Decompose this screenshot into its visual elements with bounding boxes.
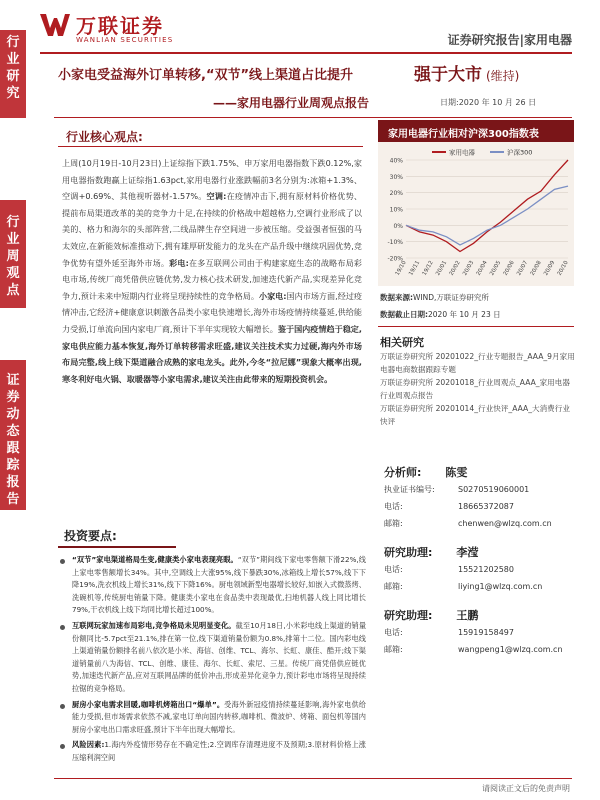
side-tab-industry-research: [0, 30, 26, 118]
chart-x-tick-label: 20/08: [529, 260, 543, 277]
chart-x-tick-label: 19/11: [408, 260, 422, 277]
report-date: 日期:2020 年 10 月 26 日: [440, 98, 537, 107]
chart-series-line-home-appliance: [406, 160, 568, 252]
chart-title: 家用电器行业相对沪深300指数表: [378, 120, 574, 142]
chart-x-tick-label: 20/06: [502, 260, 516, 277]
assistant-title: [384, 607, 478, 623]
related-research-item[interactable]: 万联证券研究所 20201018_行业周观点_AAA_家用电器行业周观点报告: [380, 378, 570, 400]
core-text-conclusion: 鉴于国内疫情趋于稳定,家电供应能力基本恢复,海外订单转移需求旺盛,建议关注技术实力过硬,海内外市场布局完整,线上线下渠道融合成熟的家电龙头。此外,今冬“拉尼娜”现象大概率出现,寒冬利好电火锅、取暖器等小家电需求,建议关注由此带来的短期投资机会。: [62, 323, 362, 384]
chart-x-tick-label: 20/02: [448, 260, 462, 277]
chart-x-tick-label: 20/05: [489, 260, 503, 277]
chart-data-cutoff: [380, 309, 501, 320]
chart-x-tick-label: 20/09: [543, 260, 557, 277]
side-tab-dynamic-tracking: [0, 360, 26, 510]
investment-point-text: [60, 554, 366, 617]
investment-point-text: [60, 620, 366, 696]
chart-x-tick-label: 19/10: [394, 260, 408, 277]
assistant-email-link[interactable]: wangpeng1@wlzq.com.cn: [458, 645, 563, 654]
related-research-item[interactable]: 万联证券研究所 20201022_行业专题报告_AAA_9月家用电器电商数据跟踪专题: [380, 352, 575, 374]
logo-english-name: WANLIAN SECURITIES: [76, 36, 174, 44]
assistant-row-label: 电话:: [384, 565, 403, 574]
assistant-role: 研究助理:: [384, 546, 433, 559]
assistant-name: 王鹏: [456, 609, 479, 622]
investment-point-body: 截至10月18日,小米彩电线上渠道的销量份额同比-5.7pct至21.1%,排在第一位,线下渠道销量份额为0.8%,排第十二位。国内彩电线上渠道销量份额排名前八依次是小米、海信、创维、TCL、海尔、长虹、康佳、酷开;线下渠道销量前八为海信、TCL、创维、康佳、海尔、长虹、索尼、三星。传统厂商凭借供应链优势,加速迭代新产品,应对互联网品牌的低价冲击,形成差异化竞争力,预计彩电市场将呈现持续拉锯的竞争格局。: [72, 620, 367, 693]
chart-source-label: 数据来源:: [380, 293, 413, 302]
chart-y-tick-label: 0%: [393, 222, 403, 230]
analyst-email-link[interactable]: chenwen@wlzq.com.cn: [458, 519, 552, 528]
header-divider: [40, 52, 572, 54]
analyst-role: 分析师:: [384, 466, 422, 479]
investment-points-divider: [58, 546, 176, 548]
core-label-tv: 彩电:: [169, 257, 189, 268]
side-tab-divider: [0, 118, 26, 119]
logo-chinese-name: 万联证券: [76, 14, 164, 38]
wanlian-logo-mark: [40, 12, 70, 38]
relative-index-line-chart: [382, 146, 572, 284]
assistant-role: 研究助理:: [384, 609, 433, 622]
analyst-row-value: 18665372087: [458, 502, 514, 511]
core-view-paragraph: [62, 155, 362, 387]
assistant-email-link[interactable]: liying1@wlzq.com.cn: [458, 582, 543, 591]
investment-point-text: [60, 739, 366, 764]
chart-y-tick-label: 10%: [389, 206, 403, 214]
assistant-email-row: [384, 644, 563, 655]
investment-point: [60, 699, 366, 737]
side-tab-text: 行 业 研 究: [6, 35, 20, 101]
investment-point: [60, 620, 366, 696]
chart-y-tick-label: 40%: [389, 157, 403, 165]
core-text-tv: 在多互联网公司由于构建家庭生态的战略布局彩电市场,传统厂商凭借供应链优势,发力核心技术研发,加速迭代新产品,实现差异化竞争力,预计未来中短期内行业将呈现持续性的竞争格局。: [62, 257, 362, 301]
investment-point-lead: 风险因素:: [72, 740, 105, 750]
investment-point: [60, 554, 366, 617]
chart-source-text: WIND,万联证券研究所: [413, 293, 489, 302]
report-title: 小家电受益海外订单转移,“双节”线上渠道占比提升: [58, 68, 354, 83]
analyst-row-value: S0270519060001: [458, 485, 530, 494]
bullet-dot-icon: [60, 559, 65, 564]
assistant-email-row: [384, 581, 542, 592]
side-tab-text: 行 业 周 观 点: [6, 215, 20, 298]
investment-point: [60, 739, 366, 764]
analyst-cert-row: [384, 484, 529, 495]
chart-series-line-csi300: [406, 186, 568, 245]
side-tab-text: 证 券 动 态 跟 踪 报 告: [6, 373, 20, 507]
analyst-title: [384, 464, 467, 480]
chart-source: [380, 292, 489, 303]
analyst-row-label: 电话:: [384, 502, 403, 511]
assistant-name: 李滢: [456, 546, 479, 559]
right-column-divider: [378, 326, 574, 327]
assistant-row-label: 邮箱:: [384, 582, 403, 591]
chart-y-tick-label: 20%: [389, 190, 403, 198]
report-category-label: 证券研究报告|家用电器: [447, 33, 572, 47]
bullet-dot-icon: [60, 625, 65, 630]
core-text-aircon: 在疫情冲击下,拥有原材料价格优势、提前布局渠道改革的美的竞争力十足,在持续的价格战中超越格力,空调行业形成了以美的、格力和海尔的头部阵营,二线品牌生存空间进一步被压缩。受益强者恒强的马太效应,在新能效标准推动下,拥有雄厚研发能力的龙头在产品升级中继续巩固优势,竞争优势有望外延至海外市场。: [62, 191, 362, 268]
investment-point-lead: 厨房小家电需求回暖,咖啡机烤箱出口“爆单”。: [72, 699, 225, 709]
investment-point-body: 1.海内外疫情形势存在不确定性;2.空调库存清理进度不及预期;3.原材料价格上涨压缩利润空间: [72, 740, 366, 762]
analyst-email-row: [384, 518, 552, 529]
investment-point-text: [60, 699, 366, 737]
chart-cutoff-text: 2020 年 10 月 23 日: [428, 310, 501, 319]
core-text-summary: 上周(10月19日-10月23日)上证综指下跌1.75%、申万家用电器指数下跌0.12%,家用电器指数跑赢上证综指1.63pct,家用电器行业涨跌幅前3名分别为:冰箱+1.3%、空调+0.69%、其他视听器材-1.57%。: [62, 158, 362, 202]
industry-rating: [414, 60, 519, 85]
chart-legend-label: 沪深300: [507, 148, 533, 157]
chart-x-tick-label: 20/01: [435, 260, 449, 277]
chart-x-tick-label: 20/10: [556, 260, 570, 277]
related-research-list: [380, 350, 576, 428]
assistant-row-label: 邮箱:: [384, 645, 403, 654]
assistant-title: [384, 544, 478, 560]
chart-legend-label: 家用电器: [449, 148, 475, 157]
footer-divider: [54, 778, 572, 779]
chart-y-tick-label: 30%: [389, 173, 403, 181]
analyst-phone-row: [384, 501, 514, 512]
rating-value: 强于大市: [414, 65, 482, 85]
core-label-aircon: 空调:: [206, 191, 227, 202]
assistant-row-value: 15919158497: [458, 628, 514, 637]
assistant-row-value: 15521202580: [458, 565, 514, 574]
core-label-small-appliance: 小家电:: [258, 290, 287, 301]
chart-y-tick-label: -10%: [387, 239, 403, 247]
rating-note: (维持): [486, 69, 520, 83]
title-divider: [54, 117, 572, 118]
report-subtitle: ——家用电器行业周观点报告: [213, 96, 370, 110]
core-view-heading: 行业核心观点:: [66, 130, 143, 144]
chart-x-tick-label: 20/03: [462, 260, 476, 277]
assistant-phone-row: [384, 564, 514, 575]
related-research-heading: 相关研究: [380, 336, 424, 349]
investment-point-body: “双节”期间线下家电零售额下滑22%,线上家电零售额增长34%。其中,空调线上大涨95%,线下暴跌30%,冰箱线上增长57%,线下下降19%,洗衣机线上增长31%,线下下降16%。厨电领域新型电器增长较好,如嵌入式微蒸烤、洗碗机等,传统厨电销量下降。健康类小家电在食品类中表现最优,扫地机器人线上同比增长79%,干衣机线上线下均同比增长超过100%。: [72, 555, 366, 615]
chart-x-tick-label: 20/07: [516, 260, 530, 277]
side-tab-weekly-view: [0, 200, 26, 308]
chart-y-tick-label: -20%: [387, 255, 403, 263]
chart-x-tick-label: 19/12: [421, 260, 435, 277]
investment-point-body: 受海外新冠疫情持续蔓延影响,海外家电供给能力受损,但市场需求依然不减,家电订单向国内转移,咖啡机、微波炉、烤箱、面包机等国内厨房小家电出口需求旺盛,预计下半年出现大幅增长。: [72, 699, 366, 734]
chart-x-tick-label: 20/04: [475, 260, 489, 277]
analyst-name: 陈雯: [445, 466, 468, 479]
chart-cutoff-label: 数据截止日期:: [380, 310, 428, 319]
assistant-row-label: 电话:: [384, 628, 403, 637]
investment-point-lead: “双节”家电渠道格局生变,健康类小家电表现亮眼。: [72, 555, 238, 564]
related-research-item[interactable]: 万联证券研究所 20201014_行业快评_AAA_大消费行业快评: [380, 404, 570, 426]
assistant-phone-row: [384, 627, 514, 638]
bullet-dot-icon: [60, 704, 65, 709]
analyst-row-label: 邮箱:: [384, 519, 403, 528]
analyst-row-label: 执业证书编号:: [384, 485, 435, 494]
core-text-small-appliance: 国内市场方面,经过疫情冲击,它经济+健康意识刺激各品类小家电快速增长,海外市场疫情持续蔓延,供给能力受损,订单流向国内家电厂商,预计下半年实现较大幅增长。: [62, 290, 363, 334]
investment-point-lead: 互联网玩家加速布局彩电,竞争格局未见明显变化。: [72, 620, 236, 630]
investment-points-heading: 投资要点:: [64, 529, 117, 543]
core-view-divider: [58, 146, 363, 147]
disclaimer-note: 请阅读正文后的免责声明: [482, 784, 570, 793]
